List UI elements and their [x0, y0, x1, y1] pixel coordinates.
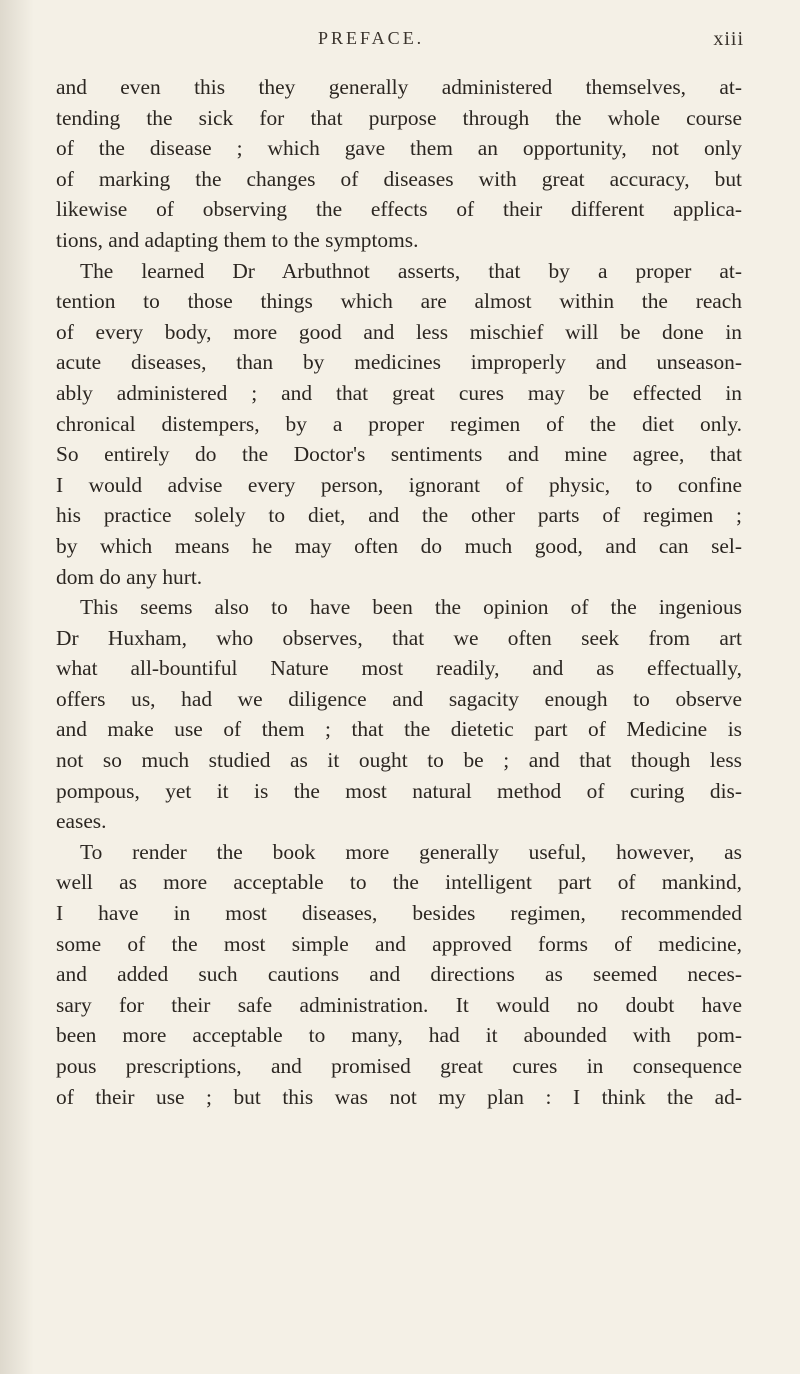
text-line: and even this they generally administered themselves, at-	[56, 75, 742, 99]
text-line: of their use ; but this was not my plan : I think the ad-	[56, 1084, 742, 1109]
text-line: of marking the changes of diseases with great accuracy, but	[56, 166, 742, 191]
text-line: This seems also to have been the opinion of the ingenious	[80, 595, 742, 620]
running-head-title: PREFACE.	[318, 28, 425, 48]
text-line: tions, and adapting them to the symptoms.	[56, 227, 419, 252]
text-line: acute diseases, than by medicines improperly and unseason-	[56, 350, 742, 375]
text-line: tention to those things which are almost within the reach	[56, 289, 742, 314]
text-line: of the disease ; which gave them an opportunity, not only	[56, 136, 742, 161]
text-line: by which means he may often do much good, and can sel-	[56, 533, 742, 558]
text-line: Dr Huxham, who observes, that we often seek from art	[56, 625, 742, 650]
text-line: chronical distempers, by a proper regimen of the diet only.	[56, 411, 742, 436]
text-line: not so much studied as it ought to be ; and that though less	[56, 748, 742, 773]
text-line: some of the most simple and approved forms of medicine,	[56, 931, 742, 956]
text-line: pompous, yet it is the most natural method of curing dis-	[56, 778, 742, 803]
text-line: been more acceptable to many, had it abounded with pom-	[56, 1023, 742, 1048]
text-line: sary for their safe administration. It would no doubt have	[56, 992, 742, 1017]
text-line: well as more acceptable to the intelligent part of mankind,	[56, 870, 742, 895]
text-line: I would advise every person, ignorant of physic, to confine	[56, 472, 742, 497]
text-line: tending the sick for that purpose through the whole course	[56, 105, 742, 130]
text-line: his practice solely to diet, and the other parts of regimen ;	[56, 503, 742, 528]
text-line: offers us, had we diligence and sagacity enough to observe	[56, 686, 742, 711]
text-line: I have in most diseases, besides regimen, recommended	[56, 901, 742, 926]
text-line: To render the book more generally useful, however, as	[80, 839, 742, 864]
running-head	[0, 28, 800, 58]
text-line: what all-bountiful Nature most readily, and as effectually,	[56, 656, 742, 681]
text-line: and added such cautions and directions as seemed neces-	[56, 962, 742, 987]
page-number: xiii	[713, 28, 744, 50]
body-text	[56, 72, 742, 1112]
text-line: of every body, more good and less mischief will be done in	[56, 319, 742, 344]
text-line: pous prescriptions, and promised great cures in consequence	[56, 1054, 742, 1078]
text-line: and make use of them ; that the dietetic part of Medicine is	[56, 717, 742, 742]
text-line: The learned Dr Arbuthnot asserts, that by a proper at-	[80, 258, 742, 283]
text-line: So entirely do the Doctor's sentiments and mine agree, that	[56, 442, 742, 467]
text-line: likewise of observing the effects of their different applica-	[56, 197, 742, 222]
text-line: dom do any hurt.	[56, 564, 203, 589]
text-line: ably administered ; and that great cures may be effected in	[56, 380, 742, 405]
binding-shadow	[0, 0, 34, 1374]
text-line: eases.	[56, 809, 107, 834]
